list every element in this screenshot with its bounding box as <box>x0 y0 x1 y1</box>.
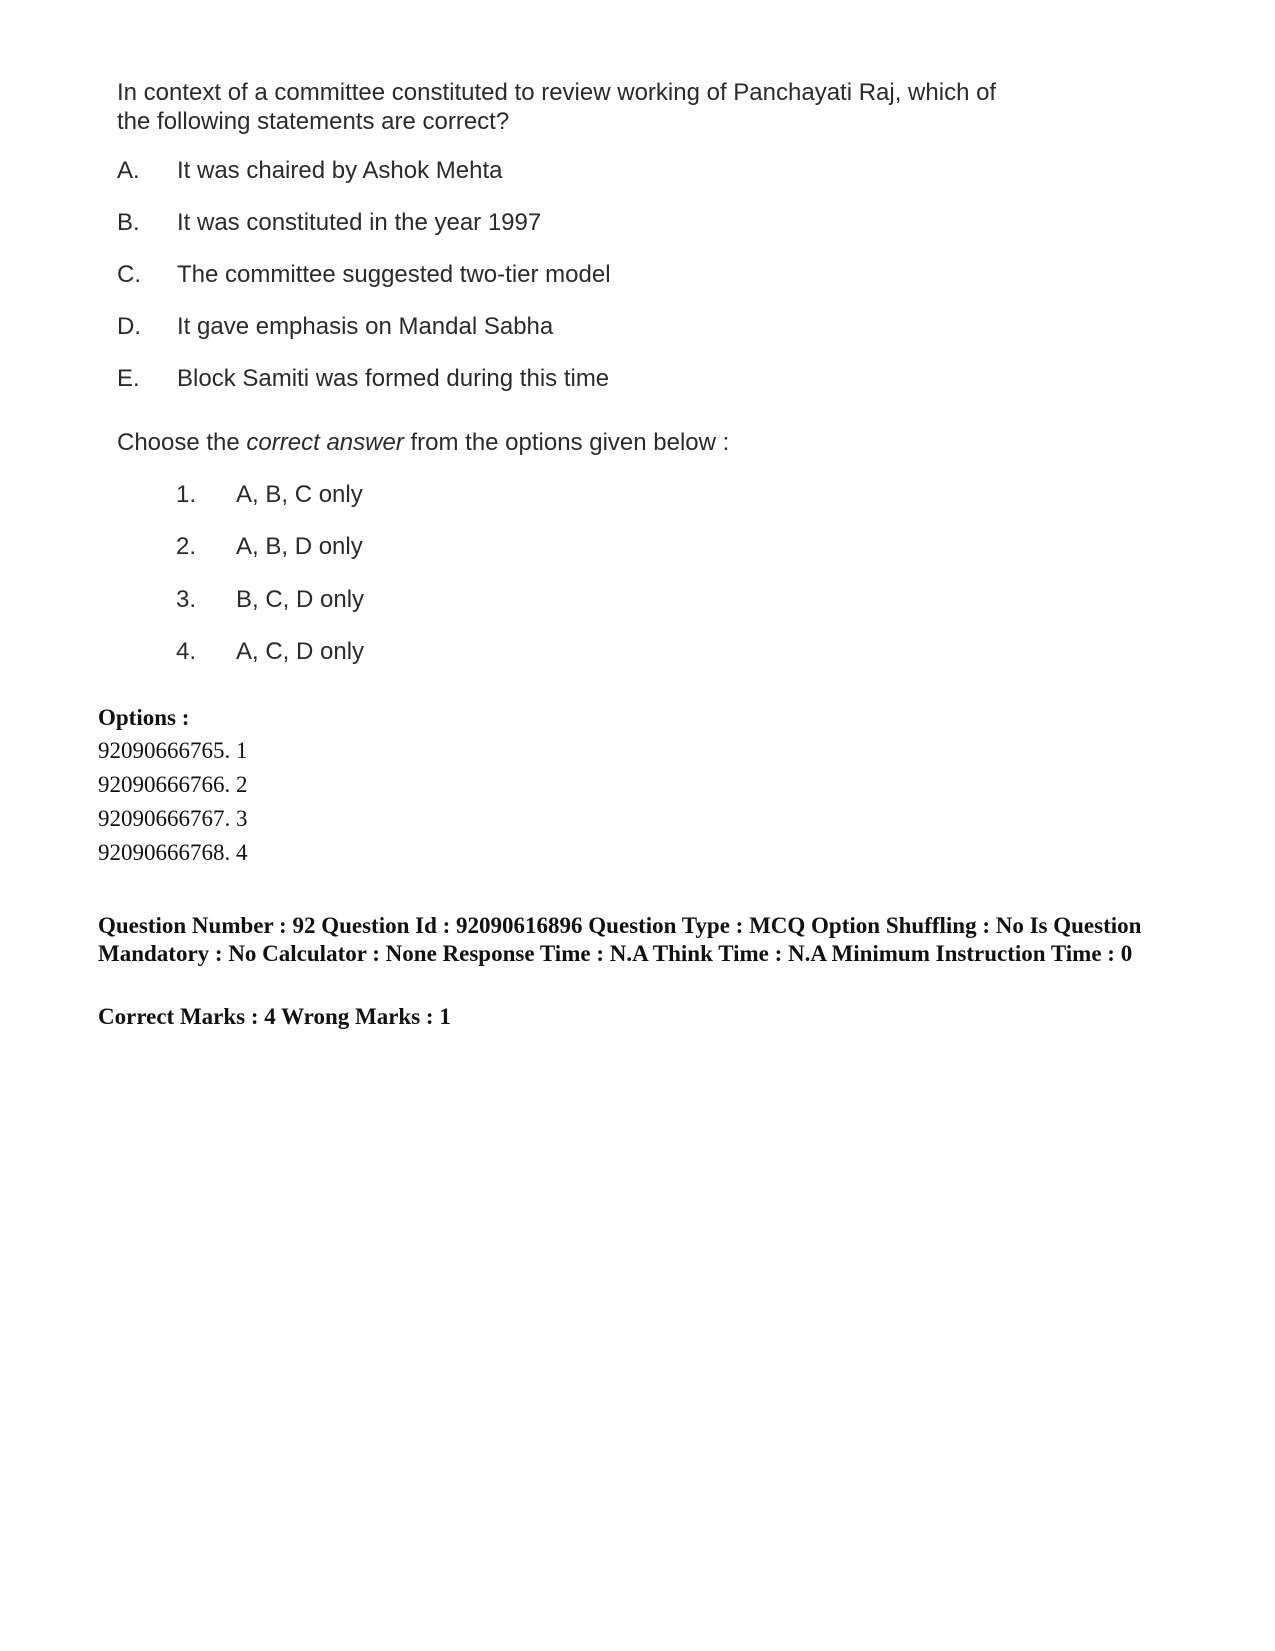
statement-text: It was constituted in the year 1997 <box>177 209 542 236</box>
answer-number: 3. <box>176 586 197 613</box>
statement-letter: A. <box>117 157 140 184</box>
option-line-4: 92090666768. 4 <box>98 840 248 865</box>
answer-instruction <box>117 428 729 458</box>
question-metadata: Question Number : 92 Question Id : 92090616896 Question Type : MCQ Option Shuffling : No Is Question Mandatory : No Calculator : None Response Time : N.A Think Time : N.A Minimum Instruction Time : 0 <box>98 913 1142 966</box>
answer-text: A, B, C only <box>236 481 363 508</box>
answer-text: A, C, D only <box>236 638 365 665</box>
answer-text: A, B, D only <box>236 533 363 560</box>
statement-letter: C. <box>117 261 141 288</box>
answer-choice-1 <box>176 480 363 510</box>
answer-number: 2. <box>176 533 197 560</box>
option-line-2: 92090666766. 2 <box>98 772 248 797</box>
statement-letter: D. <box>117 313 141 340</box>
statement-text: Block Samiti was formed during this time <box>177 365 610 392</box>
statement-text: The committee suggested two-tier model <box>177 261 611 288</box>
statement-c <box>117 260 611 290</box>
options-heading: Options : <box>98 705 190 730</box>
statement-text: It was chaired by Ashok Mehta <box>177 157 503 184</box>
option-line-3: 92090666767. 3 <box>98 806 248 831</box>
statement-a <box>117 156 503 186</box>
answer-choice-3 <box>176 585 364 615</box>
instruction-text: Choose the <box>117 429 247 456</box>
statement-letter: B. <box>117 209 140 236</box>
answer-number: 1. <box>176 481 197 508</box>
statement-d <box>117 312 553 342</box>
answer-choice-4 <box>176 637 364 667</box>
instruction-emphasis: correct answer <box>246 429 404 456</box>
answer-choice-2 <box>176 532 363 562</box>
statement-b <box>117 208 541 238</box>
answer-text: B, C, D only <box>236 586 365 613</box>
option-line-1: 92090666765. 1 <box>98 738 248 763</box>
statement-text: It gave emphasis on Mandal Sabha <box>177 313 554 340</box>
question-stem: In context of a committee constituted to review working of Panchayati Raj, which of the following statements are correct? <box>117 79 997 135</box>
marks-info: Correct Marks : 4 Wrong Marks : 1 <box>98 1004 451 1029</box>
instruction-text: from the options given below : <box>403 429 730 456</box>
statement-letter: E. <box>117 365 140 392</box>
answer-number: 4. <box>176 638 197 665</box>
statement-e <box>117 364 609 394</box>
